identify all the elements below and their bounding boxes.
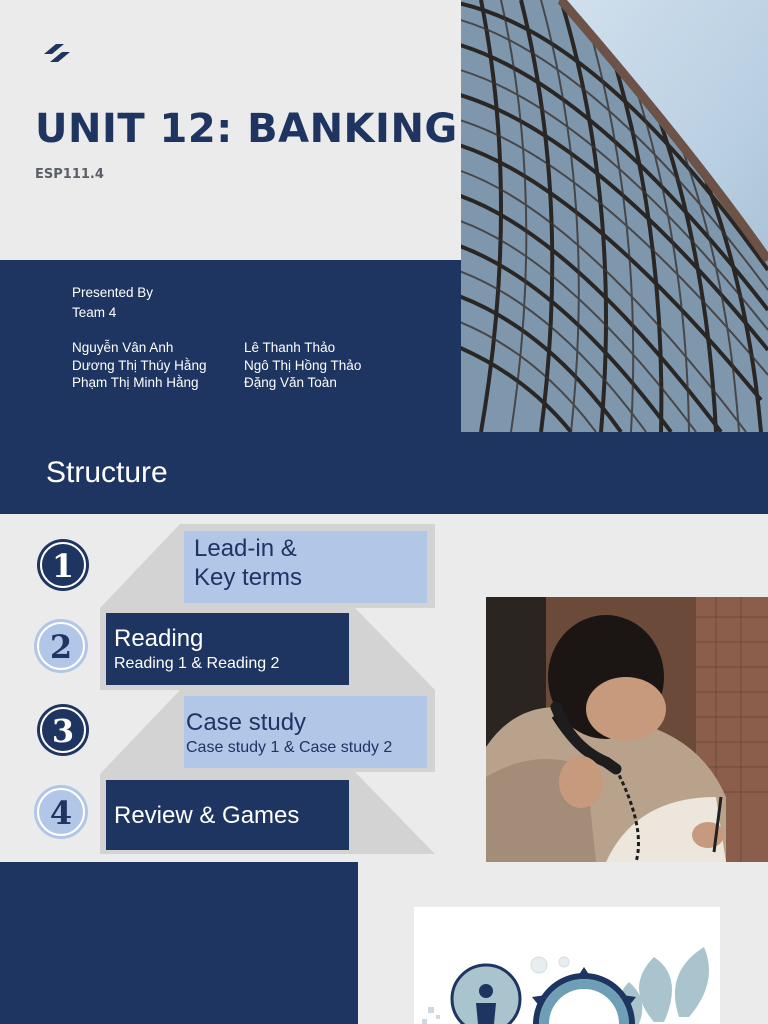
number-3-badge: [35, 702, 91, 758]
course-code: ESP111.4: [35, 167, 104, 182]
person-gear-illustration: [414, 907, 720, 1024]
businesswoman-phone-photo: [486, 597, 768, 862]
svg-text:1: 1: [51, 547, 75, 585]
logo-icon: [40, 42, 74, 64]
item-3-title: Case study: [186, 709, 307, 736]
item-3-subtitle: Case study 1 & Case study 2: [186, 739, 393, 756]
presenters-panel: [0, 260, 462, 432]
presented-by-label: Presented By: [72, 285, 154, 300]
member-name: Đặng Văn Toàn: [244, 375, 337, 390]
glass-roof-photo: [461, 0, 768, 432]
item-2-title: Reading: [114, 625, 204, 652]
number-4-badge: [33, 784, 89, 840]
title-slide: [0, 0, 768, 432]
item-4-title: Review & Games: [114, 802, 300, 829]
member-name: Lê Thanh Thảo: [244, 340, 336, 355]
slide-title: UNIT 12: BANKING: [35, 106, 458, 152]
structure-heading: Structure: [46, 456, 168, 489]
member-name: Nguyễn Vân Anh: [72, 340, 174, 355]
navy-panel: [0, 862, 358, 1024]
member-name: Dương Thị Thúy Hằng: [72, 357, 207, 373]
member-name: Phạm Thị Minh Hằng: [72, 375, 199, 390]
member-name: Ngô Thị Hồng Thảo: [244, 357, 362, 373]
number-1-badge: [35, 537, 91, 593]
members-right: [244, 339, 361, 392]
members-left: [72, 339, 206, 392]
svg-text:4: 4: [49, 794, 73, 832]
item-1-title-line2: Key terms: [194, 564, 303, 591]
number-2-badge: [33, 618, 89, 674]
structure-slide: [0, 432, 768, 862]
item-2-subtitle: Reading 1 & Reading 2: [114, 655, 280, 672]
team-label: Team 4: [72, 305, 117, 320]
svg-text:3: 3: [51, 712, 75, 750]
item-1-title-line1: Lead-in &: [194, 535, 297, 562]
next-slide-preview: [0, 862, 768, 1024]
svg-text:2: 2: [49, 628, 73, 666]
